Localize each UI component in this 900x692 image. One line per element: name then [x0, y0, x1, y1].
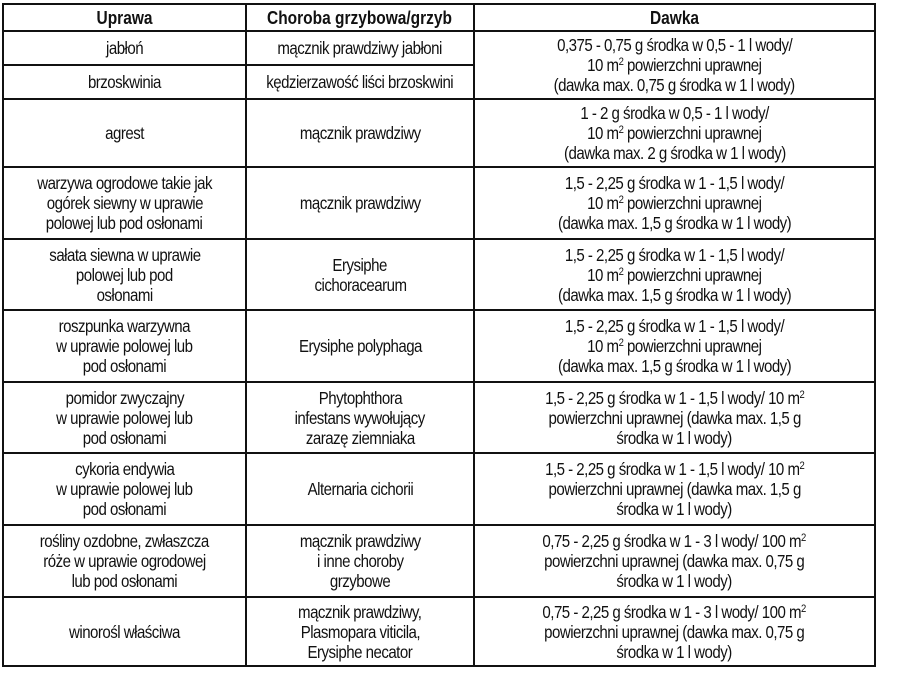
cell-disease — [246, 525, 474, 597]
dose-text-after: powierzchni uprawnej — [623, 123, 762, 143]
cell-line — [6, 571, 243, 591]
dose-line — [477, 173, 872, 193]
table-row — [3, 597, 875, 666]
cell-text: mącznik prawdziwy — [299, 531, 421, 551]
dose-text: środka w 1 l wody) — [616, 499, 733, 519]
dose-text: (dawka max. 2 g środka w 1 l wody) — [563, 143, 786, 163]
dose-line-content — [587, 123, 761, 143]
cell-text: w uprawie polowej lub — [56, 336, 193, 356]
cell-text: Phytophthora — [318, 387, 402, 408]
dose-line — [477, 602, 872, 622]
cell-text: polowej lub pod — [76, 264, 173, 285]
dose-text: powierzchni uprawnej (dawka max. 0,75 g — [544, 621, 805, 642]
dose-text: środka w 1 l wody) — [616, 427, 733, 448]
cell-line — [6, 336, 243, 356]
dose-text: środka w 1 l wody) — [616, 571, 733, 591]
cell-text: winorośl właściwa — [69, 621, 180, 642]
cell-dose — [474, 597, 875, 666]
dose-line-content — [548, 408, 800, 428]
dose-line — [477, 551, 872, 571]
table-row — [3, 31, 875, 65]
dose-text: środka w 1 l wody) — [616, 641, 733, 662]
cell-line — [6, 213, 243, 233]
cell-line — [6, 408, 243, 428]
cell-text: pod osłonami — [82, 427, 167, 448]
cell-dose — [474, 167, 875, 239]
cell-crop — [3, 597, 246, 666]
cell-line — [249, 72, 471, 92]
cell-disease — [246, 99, 474, 167]
cell-line — [249, 408, 471, 428]
dose-text: 10 m — [587, 264, 619, 285]
cell-text: lub pod osłonami — [71, 571, 178, 591]
dose-line-content — [617, 428, 732, 448]
dose-text: 10 m — [587, 193, 619, 213]
dose-line-content — [617, 642, 732, 662]
header-dose: Dawka — [474, 4, 875, 31]
dose-superscript: 2 — [799, 460, 805, 472]
dose-line — [477, 316, 872, 336]
dose-line-content — [554, 75, 795, 95]
table-row — [3, 382, 875, 453]
cell-dose — [474, 382, 875, 453]
cell-crop — [3, 382, 246, 453]
dose-line — [477, 213, 872, 233]
dose-line — [477, 336, 872, 356]
dose-line-content — [558, 356, 791, 376]
cell-line — [249, 642, 471, 662]
cell-line — [249, 622, 471, 642]
cell-text: cykoria endywia — [74, 459, 175, 479]
dose-text-after: powierzchni uprawnej — [623, 193, 762, 213]
table-row — [3, 239, 875, 310]
cell-disease — [246, 239, 474, 310]
cell-line — [6, 479, 243, 499]
dose-line — [477, 479, 872, 499]
cell-line — [249, 275, 471, 295]
cell-line — [6, 356, 243, 376]
cell-text: kędzierzawość liści brzoskwini — [266, 72, 454, 92]
cell-text: roszpunka warzywna — [58, 316, 191, 336]
cell-text: Erysiphe polyphaga — [298, 336, 422, 356]
cell-line — [249, 571, 471, 591]
dose-text: 1,5 - 2,25 g środka w 1 - 1,5 l wody/ — [564, 173, 785, 193]
cell-text: agrest — [105, 123, 144, 143]
cell-text: ogórek siewny w uprawie — [46, 193, 203, 213]
dose-text: powierzchni uprawnej (dawka max. 1,5 g — [548, 407, 801, 428]
dose-line — [477, 499, 872, 519]
dose-line — [477, 55, 872, 75]
cell-dose-shared — [474, 31, 875, 99]
dose-text-after: powierzchni uprawnej — [623, 336, 762, 356]
cell-text: Alternaria cichorii — [307, 479, 413, 499]
cell-text: osłonami — [96, 284, 153, 305]
dose-text-after: powierzchni uprawnej — [623, 55, 762, 75]
dose-line — [477, 622, 872, 642]
cell-line — [6, 531, 243, 551]
cell-line — [249, 388, 471, 408]
dosage-table — [2, 3, 876, 667]
dose-line — [477, 285, 872, 305]
cell-line — [6, 193, 243, 213]
cell-disease — [246, 597, 474, 666]
dose-line — [477, 35, 872, 55]
cell-line — [249, 193, 471, 213]
cell-text: cichoracearum — [314, 274, 406, 295]
cell-text: mącznik prawdziwy jabłoni — [277, 38, 443, 58]
dose-text: 1,5 - 2,25 g środka w 1 - 1,5 l wody/ — [564, 316, 785, 336]
cell-text: Erysiphe necator — [307, 641, 413, 662]
dose-line — [477, 123, 872, 143]
dose-text-after: powierzchni uprawnej — [623, 264, 762, 285]
dose-line-content — [587, 55, 761, 75]
dose-superscript: 2 — [618, 337, 624, 349]
dose-line — [477, 75, 872, 95]
dose-line — [477, 143, 872, 163]
cell-crop — [3, 525, 246, 597]
header-disease: Choroba grzybowa/grzyb — [246, 4, 474, 31]
dose-text: 1,5 - 2,25 g środka w 1 - 1,5 l wody/ 10 m — [544, 459, 800, 479]
dose-text: 0,75 - 2,25 g środka w 1 - 3 l wody/ 100 m — [542, 531, 802, 551]
cell-text: Erysiphe — [332, 254, 388, 275]
cell-line — [6, 551, 243, 571]
dose-line — [477, 642, 872, 662]
dose-superscript: 2 — [801, 602, 807, 615]
dosage-table-container — [2, 3, 874, 667]
cell-dose — [474, 310, 875, 382]
cell-line — [6, 245, 243, 265]
dose-line-content — [617, 499, 732, 519]
cell-line — [6, 388, 243, 408]
cell-disease — [246, 167, 474, 239]
dose-text: (dawka max. 1,5 g środka w 1 l wody) — [557, 213, 792, 233]
table-row — [3, 99, 875, 167]
cell-text: w uprawie polowej lub — [56, 407, 193, 428]
cell-text: jabłoń — [105, 38, 144, 58]
dose-line — [477, 408, 872, 428]
dose-line-content — [544, 551, 804, 571]
dose-line — [477, 245, 872, 265]
dose-line-content — [565, 245, 784, 265]
cell-crop — [3, 167, 246, 239]
cell-line — [249, 551, 471, 571]
cell-text: grzybowe — [329, 571, 391, 591]
table-body — [3, 31, 875, 666]
cell-text: w uprawie polowej lub — [56, 479, 193, 499]
dose-line-content — [587, 336, 761, 356]
cell-disease — [246, 382, 474, 453]
cell-crop — [3, 239, 246, 310]
cell-line — [6, 123, 243, 143]
dose-line-content — [587, 265, 761, 285]
cell-line — [249, 38, 471, 58]
table-row — [3, 453, 875, 525]
dose-line-content — [565, 316, 784, 336]
dose-line — [477, 388, 872, 408]
cell-line — [249, 602, 471, 622]
header-crop: Uprawa — [3, 4, 246, 31]
dose-line-content — [545, 459, 804, 479]
cell-crop — [3, 99, 246, 167]
dose-line — [477, 265, 872, 285]
table-row — [3, 310, 875, 382]
cell-line — [6, 285, 243, 305]
cell-text: warzywa ogrodowe takie jak — [37, 173, 212, 193]
cell-crop — [3, 31, 246, 65]
cell-text: brzoskwinia — [88, 72, 161, 92]
cell-line — [6, 173, 243, 193]
cell-line — [249, 255, 471, 275]
cell-disease — [246, 453, 474, 525]
cell-line — [249, 479, 471, 499]
cell-text: pomidor zwyczajny — [65, 387, 184, 408]
dose-line-content — [543, 602, 806, 622]
cell-text: sałata siewna w uprawie — [48, 244, 201, 265]
dose-line — [477, 103, 872, 123]
dose-line-content — [580, 103, 768, 123]
dose-superscript: 2 — [618, 194, 624, 206]
dose-text: (dawka max. 0,75 g środka w 1 l wody) — [553, 75, 796, 95]
dose-line-content — [543, 531, 806, 551]
dose-text: 1,5 - 2,25 g środka w 1 - 1,5 l wody/ 10 m — [544, 387, 800, 408]
dose-text: 10 m — [587, 123, 619, 143]
dose-line-content — [557, 35, 792, 55]
dose-text: powierzchni uprawnej (dawka max. 1,5 g — [548, 479, 801, 499]
cell-text: mącznik prawdziwy — [299, 123, 421, 143]
dose-line-content — [617, 571, 732, 591]
dose-text: powierzchni uprawnej (dawka max. 0,75 g — [544, 551, 805, 571]
cell-text: i inne choroby — [316, 551, 404, 571]
dose-line-content — [558, 213, 791, 233]
dose-line-content — [558, 285, 791, 305]
cell-text: Plasmopara viticila, — [300, 621, 420, 642]
cell-text: pod osłonami — [82, 356, 167, 376]
cell-line — [249, 428, 471, 448]
dose-line-content — [548, 479, 800, 499]
cell-line — [6, 499, 243, 519]
cell-line — [6, 265, 243, 285]
cell-text: polowej lub pod osłonami — [46, 213, 203, 233]
cell-line — [6, 72, 243, 92]
dose-line — [477, 459, 872, 479]
dose-text: 10 m — [587, 336, 619, 356]
cell-text: zarazę ziemniaka — [305, 427, 415, 448]
dose-superscript: 2 — [799, 388, 805, 401]
cell-line — [6, 622, 243, 642]
cell-crop — [3, 65, 246, 99]
dose-line-content — [564, 143, 786, 163]
dose-superscript: 2 — [801, 532, 807, 544]
dose-line — [477, 531, 872, 551]
cell-text: infestans wywołujący — [294, 407, 426, 428]
cell-crop — [3, 310, 246, 382]
dose-line — [477, 193, 872, 213]
dose-line — [477, 571, 872, 591]
dose-text: 10 m — [587, 55, 619, 75]
table-header-row — [3, 4, 875, 31]
cell-line — [6, 38, 243, 58]
dose-line — [477, 428, 872, 448]
cell-text: mącznik prawdziwy, — [298, 601, 422, 622]
table-row — [3, 525, 875, 597]
cell-dose — [474, 525, 875, 597]
dose-line-content — [545, 388, 804, 408]
cell-line — [6, 459, 243, 479]
cell-disease — [246, 65, 474, 99]
cell-dose — [474, 453, 875, 525]
cell-text: róże w uprawie ogrodowej — [43, 551, 206, 571]
table-row — [3, 167, 875, 239]
dose-line-content — [544, 622, 804, 642]
dose-text: (dawka max. 1,5 g środka w 1 l wody) — [557, 284, 792, 305]
dose-text: 1 - 2 g środka w 0,5 - 1 l wody/ — [580, 103, 769, 123]
cell-text: rośliny ozdobne, zwłaszcza — [40, 531, 209, 551]
cell-line — [6, 316, 243, 336]
dose-line — [477, 356, 872, 376]
dose-line-content — [587, 193, 761, 213]
dose-superscript: 2 — [618, 124, 624, 136]
cell-crop — [3, 453, 246, 525]
dose-text: 1,5 - 2,25 g środka w 1 - 1,5 l wody/ — [564, 244, 785, 265]
cell-disease — [246, 31, 474, 65]
dose-text: 0,75 - 2,25 g środka w 1 - 3 l wody/ 100 m — [542, 601, 802, 622]
dose-text: 0,375 - 0,75 g środka w 0,5 - 1 l wody/ — [556, 35, 793, 55]
dose-text: (dawka max. 1,5 g środka w 1 l wody) — [557, 356, 792, 376]
cell-disease — [246, 310, 474, 382]
cell-line — [249, 123, 471, 143]
cell-dose — [474, 239, 875, 310]
dose-line-content — [565, 173, 784, 193]
dose-superscript: 2 — [618, 56, 624, 68]
cell-text: mącznik prawdziwy — [299, 193, 421, 213]
cell-line — [249, 336, 471, 356]
cell-line — [6, 428, 243, 448]
dose-superscript: 2 — [618, 265, 624, 278]
cell-line — [249, 531, 471, 551]
cell-dose — [474, 99, 875, 167]
cell-text: pod osłonami — [82, 499, 167, 519]
